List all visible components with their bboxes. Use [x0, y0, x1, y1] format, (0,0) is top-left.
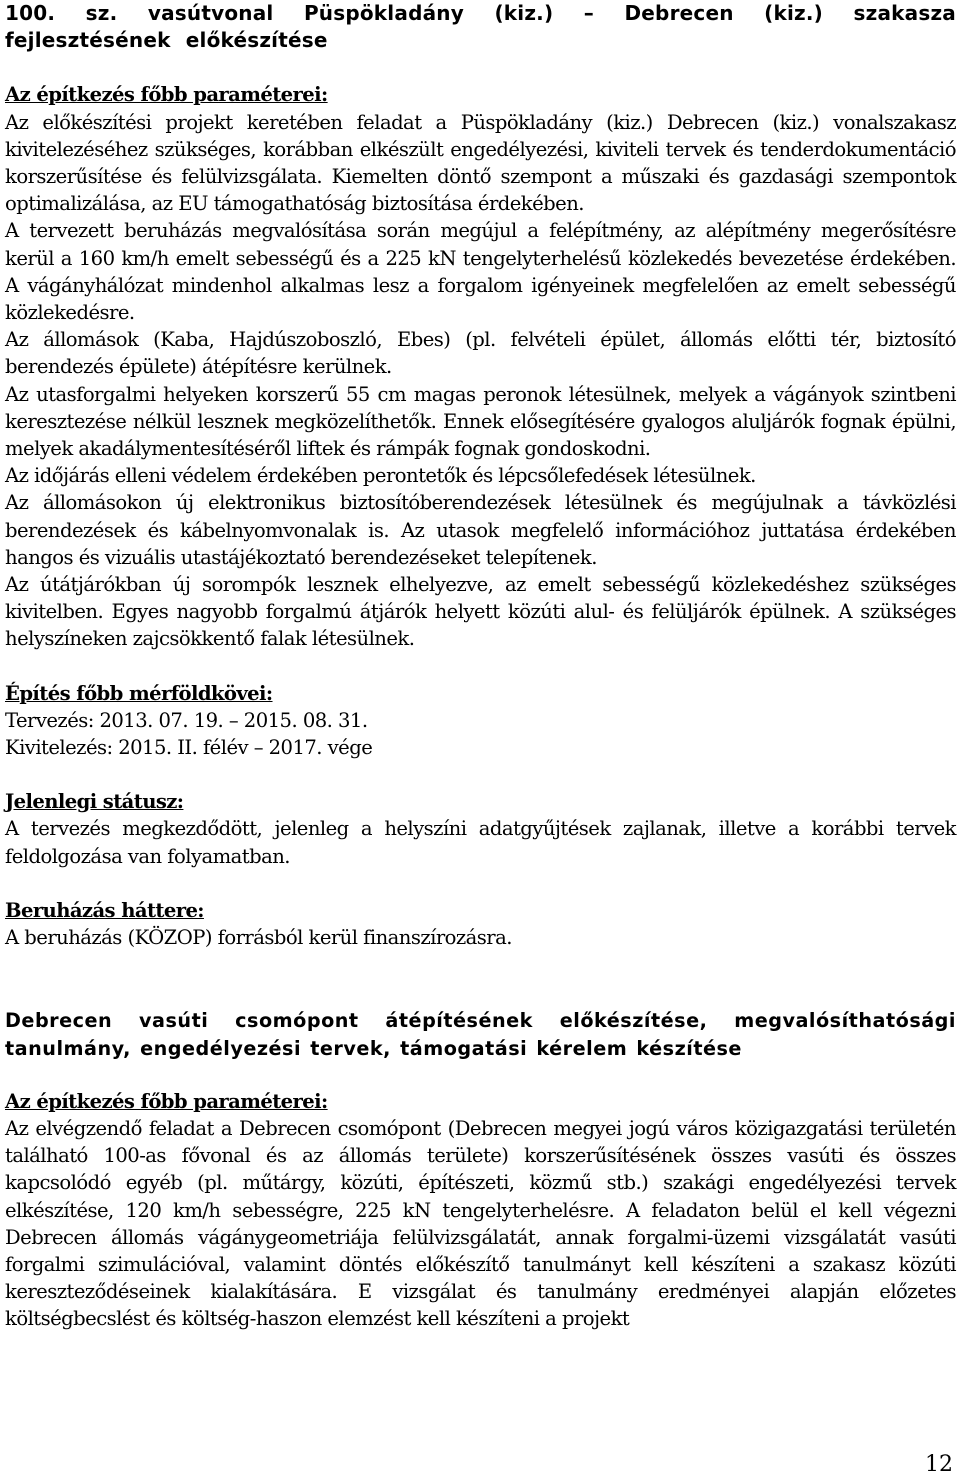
milestone-item: Tervezés: 2013. 07. 19. – 2015. 08. 31.	[5, 708, 368, 732]
spacer	[5, 653, 956, 680]
milestone-item: Kivitelezés: 2015. II. félév – 2017. vége	[5, 736, 373, 760]
background-heading: Beruházás háttere:	[5, 898, 204, 922]
spacer	[5, 870, 956, 897]
section1-paragraph: Az állomásokon új elektronikus biztosítóberendezések létesülnek és megújulnak a távközlési berendezések és kábelnyomvonalak is. Az utasok megfelelő információhoz juttatása érdekében hangos és vizuális utastájékoztató berendezéseket telepítenek.	[5, 491, 956, 569]
section1-paragraph: Az utasforgalmi helyeken korszerű 55 cm magas peronok létesülnek, melyek a vágányok szintbeni keresztezése nélkül lesznek megközelíthetők. Ennek elősegítésére gyalogos aluljárók fognak épülni, melyek akadálymentesítéséről liftek és rámpák fognak gondoskodni.	[5, 382, 956, 461]
spacer	[5, 54, 956, 81]
spacer	[5, 761, 956, 788]
section2-title: Debrecen vasúti csomópont átépítésének előkészítése, megvalósíthatósági tanulmány, engedélyezési tervek, támogatási kérelem készítése	[5, 1009, 956, 1060]
status-heading: Jelenlegi státusz:	[5, 790, 184, 814]
status-text: A tervezés megkezdődött, jelenleg a helyszíni adatgyűjtések zajlanak, illetve a korábbi tervek feldolgozása van folyamatban.	[5, 817, 956, 868]
section2-text: Az elvégzendő feladat a Debrecen csomópont (Debrecen megyei jogú város közigazgatási területén található 100-as fővonal és az állomás területe) korszerűsítésének összes vasúti és összes kapcsolódó egyéb (pl. műtárgy, közúti, építészeti, közmű stb.) szakági engedélyezési tervek elkészítése, 120 km/h sebességre, 225 kN tengelyterhelésre. A feladaton belül el kell végezni Debrecen állomás vágánygeometriája felülvizsgálatát, annak forgalmi-üzemi vizsgálatát vasúti forgalmi szimulációval, valamint döntés előkészítő tanulmányt kell készíteni a szakasz közúti kereszteződéseinek kialakítására. E vizsgálat és tanulmány eredményei alapján előzetes költségbecslést és költség-haszon elemzést kell készíteni a projekt	[5, 1116, 956, 1331]
section1-params-heading: Az építkezés főbb paraméterei:	[5, 83, 328, 107]
section1-paragraph: Az útátjárókban új sorompók lesznek elhelyezve, az emelt sebességű közlekedéshez szükséges kivitelben. Egyes nagyobb forgalmú átjárók helyett közúti alul- és felüljárók épülnek. A szükséges helyszíneken zajcsökkentő falak létesülnek.	[5, 573, 956, 651]
section1-paragraph: A tervezett beruházás megvalósítása során megújul a felépítmény, az alépítmény megerősítésre kerül a 160 km/h emelt sebességű és a 225 kN tengelyterhelésű közlekedés bevezetése érdekében. A vágányhálózat mindenhol alkalmas lesz a forgalom igényeinek megfelelően az emelt sebességű közlekedésre.	[5, 219, 956, 325]
section1-paragraph: Az előkészítési projekt keretében feladat a Püspökladány (kiz.) Debrecen (kiz.) vonalszakasz kivitelezéséhez szükséges, korábban elkészült engedélyezési, kiviteli tervek és tenderdokumentáció korszerűsítése és felülvizsgálata. Kiemelten döntő szempont a műszaki és gazdasági szempontok optimalizálása, az EU támogathatóság biztosítása érdekében.	[5, 110, 956, 216]
spacer	[5, 1062, 956, 1088]
document-title: 100. sz. vasútvonal Püspökladány (kiz.) – Debrecen (kiz.) szakasza fejlesztésének előkészítése	[5, 1, 956, 53]
section1-paragraph: Az időjárás elleni védelem érdekében perontetők és lépcsőlefedések létesülnek.	[5, 464, 756, 488]
page-number: 12	[925, 1452, 953, 1477]
milestones-heading: Építés főbb mérföldkövei:	[5, 681, 273, 705]
document-page	[5, 0, 956, 1333]
spacer	[5, 951, 956, 1007]
section2-params-heading: Az építkezés főbb paraméterei:	[5, 1089, 328, 1113]
background-text: A beruházás (KÖZOP) forrásból kerül finanszírozásra.	[5, 926, 512, 950]
section1-paragraph: Az állomások (Kaba, Hajdúszoboszló, Ebes) (pl. felvételi épület, állomás előtti tér, biztosító berendezés épülete) átépítésre kerülnek.	[5, 328, 956, 379]
